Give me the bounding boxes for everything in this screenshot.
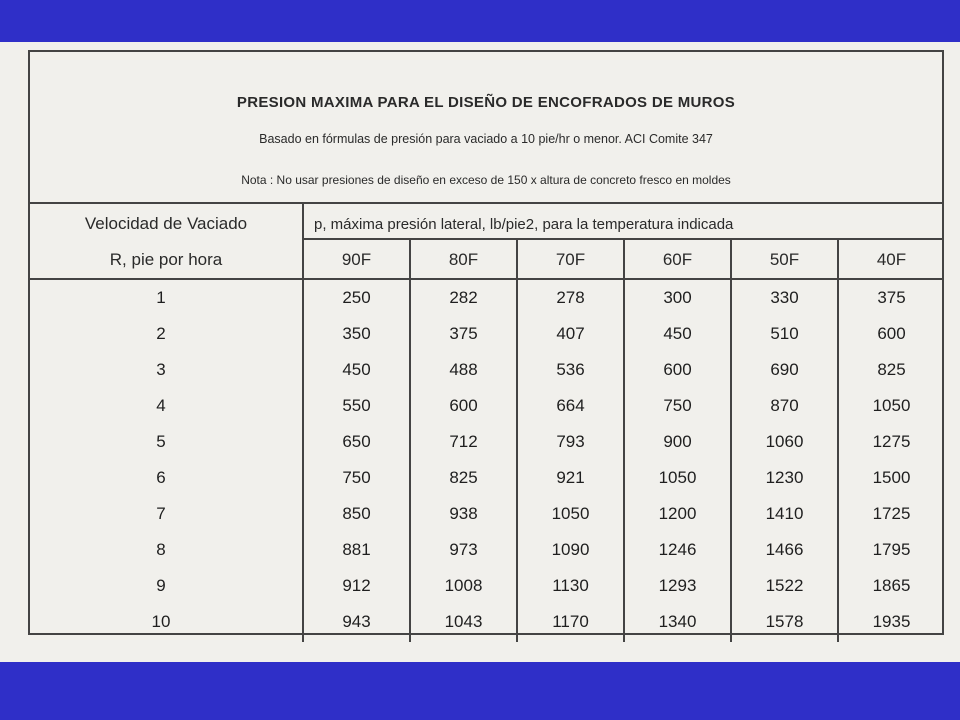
pressure-grid xyxy=(304,280,944,642)
pressure-cell: 510 xyxy=(770,324,799,343)
pressure-cell: 690 xyxy=(770,360,799,379)
pressure-cell: 1008 xyxy=(444,576,483,595)
pressure-cell: 1578 xyxy=(765,612,804,631)
pressure-cell: 1410 xyxy=(765,504,804,523)
pressure-cell: 750 xyxy=(663,396,692,415)
temperature-header-row xyxy=(304,240,944,280)
pressure-cell: 921 xyxy=(556,468,585,487)
pressure-cell: 1795 xyxy=(872,540,911,559)
pressure-cell: 943 xyxy=(342,612,371,631)
pressure-column-90f xyxy=(304,280,411,642)
pressure-cell: 250 xyxy=(342,288,371,307)
pressure-cell: 450 xyxy=(663,324,692,343)
rate-cell: 10 xyxy=(151,612,171,631)
pressure-cell: 550 xyxy=(342,396,371,415)
pressure-cell: 881 xyxy=(342,540,371,559)
pressure-cell: 1293 xyxy=(658,576,697,595)
temperature-header: 80F xyxy=(411,240,518,278)
pressure-cell: 1246 xyxy=(658,540,697,559)
pressure-cell: 1130 xyxy=(552,576,589,595)
pressure-cell: 1060 xyxy=(765,432,804,451)
pressure-cell: 300 xyxy=(663,288,692,307)
pressure-column-80f xyxy=(411,280,518,642)
pressure-column-70f xyxy=(518,280,625,642)
pressure-cell: 278 xyxy=(556,288,585,307)
pressure-cell: 1050 xyxy=(872,396,911,415)
pressure-table xyxy=(28,50,944,635)
rate-column xyxy=(30,280,304,642)
table-title: PRESION MAXIMA PARA EL DISEÑO DE ENCOFRADOS DE MUROS xyxy=(236,94,736,111)
pressure-cell: 1500 xyxy=(872,468,911,487)
pressure-cell: 350 xyxy=(342,324,371,343)
pressure-cell: 600 xyxy=(877,324,906,343)
rate-cell: 7 xyxy=(156,504,166,523)
pressure-cell: 375 xyxy=(449,324,478,343)
pressure-cell: 750 xyxy=(342,468,371,487)
pressure-cell: 1275 xyxy=(872,432,911,451)
pressure-cell: 825 xyxy=(877,360,906,379)
pressure-cell: 450 xyxy=(342,360,371,379)
pressure-cell: 407 xyxy=(556,324,585,343)
rate-column-header xyxy=(30,202,304,280)
pressure-cell: 793 xyxy=(556,432,585,451)
pressure-cell: 375 xyxy=(877,288,906,307)
pressure-cell: 282 xyxy=(449,288,478,307)
temperature-header: 90F xyxy=(304,240,411,278)
table-subtitle: Basado en fórmulas de presión para vaciado a 10 pie/hr o menor. ACI Comite 347 xyxy=(259,132,713,146)
table-body xyxy=(30,280,942,642)
temperature-header: 70F xyxy=(518,240,625,278)
top-band xyxy=(0,0,960,42)
rate-cell: 6 xyxy=(156,468,166,487)
pressure-cell: 1466 xyxy=(765,540,804,559)
pressure-cell: 1043 xyxy=(444,612,483,631)
table-note: Nota : No usar presiones de diseño en exceso de 150 x altura de concreto fresco en moldes xyxy=(241,173,731,187)
pressure-cell: 1522 xyxy=(765,576,804,595)
pressure-cell: 536 xyxy=(556,360,585,379)
table-header xyxy=(30,52,942,204)
pressure-cell: 1050 xyxy=(551,504,590,523)
pressure-cell: 600 xyxy=(663,360,692,379)
rate-header-line1: Velocidad de Vaciado xyxy=(84,214,248,233)
rate-cell: 3 xyxy=(156,360,166,379)
pressure-cell: 850 xyxy=(342,504,371,523)
pressure-column-40f xyxy=(839,280,944,642)
rate-cell: 9 xyxy=(156,576,166,595)
pressure-cell: 664 xyxy=(556,396,585,415)
pressure-cell: 1090 xyxy=(551,540,590,559)
bottom-band xyxy=(0,662,960,720)
pressure-cell: 1340 xyxy=(658,612,697,631)
pressure-cell: 825 xyxy=(449,468,478,487)
pressure-cell: 973 xyxy=(449,540,478,559)
rate-cell: 8 xyxy=(156,540,166,559)
document-page xyxy=(0,42,960,662)
rate-cell: 4 xyxy=(156,396,166,415)
pressure-cell: 900 xyxy=(663,432,692,451)
pressure-cell: 870 xyxy=(770,396,799,415)
pressure-cell: 1050 xyxy=(658,468,697,487)
pressure-cell: 330 xyxy=(770,288,799,307)
pressure-cell: 1865 xyxy=(872,576,911,595)
temperature-header: 40F xyxy=(876,250,907,269)
pressure-cell: 712 xyxy=(449,432,478,451)
pressure-cell: 600 xyxy=(449,396,478,415)
pressure-cell: 1725 xyxy=(872,504,911,523)
pressure-header: p, máxima presión lateral, lb/pie2, para la temperatura indicada xyxy=(304,202,944,240)
rate-cell: 5 xyxy=(156,432,166,451)
pressure-cell: 938 xyxy=(449,504,478,523)
pressure-cell: 1170 xyxy=(552,612,589,631)
rate-cell: 1 xyxy=(156,288,166,307)
rate-cell: 2 xyxy=(156,324,166,343)
temperature-header: 50F xyxy=(732,240,839,278)
rate-header-line2: R, pie por hora xyxy=(109,250,223,269)
pressure-cell: 1935 xyxy=(872,612,911,631)
pressure-cell: 1200 xyxy=(658,504,697,523)
pressure-column-60f xyxy=(625,280,732,642)
pressure-cell: 912 xyxy=(342,576,371,595)
pressure-cell: 488 xyxy=(449,360,478,379)
pressure-cell: 650 xyxy=(342,432,371,451)
pressure-cell: 1230 xyxy=(765,468,804,487)
temperature-header: 60F xyxy=(625,240,732,278)
pressure-column-50f xyxy=(732,280,839,642)
